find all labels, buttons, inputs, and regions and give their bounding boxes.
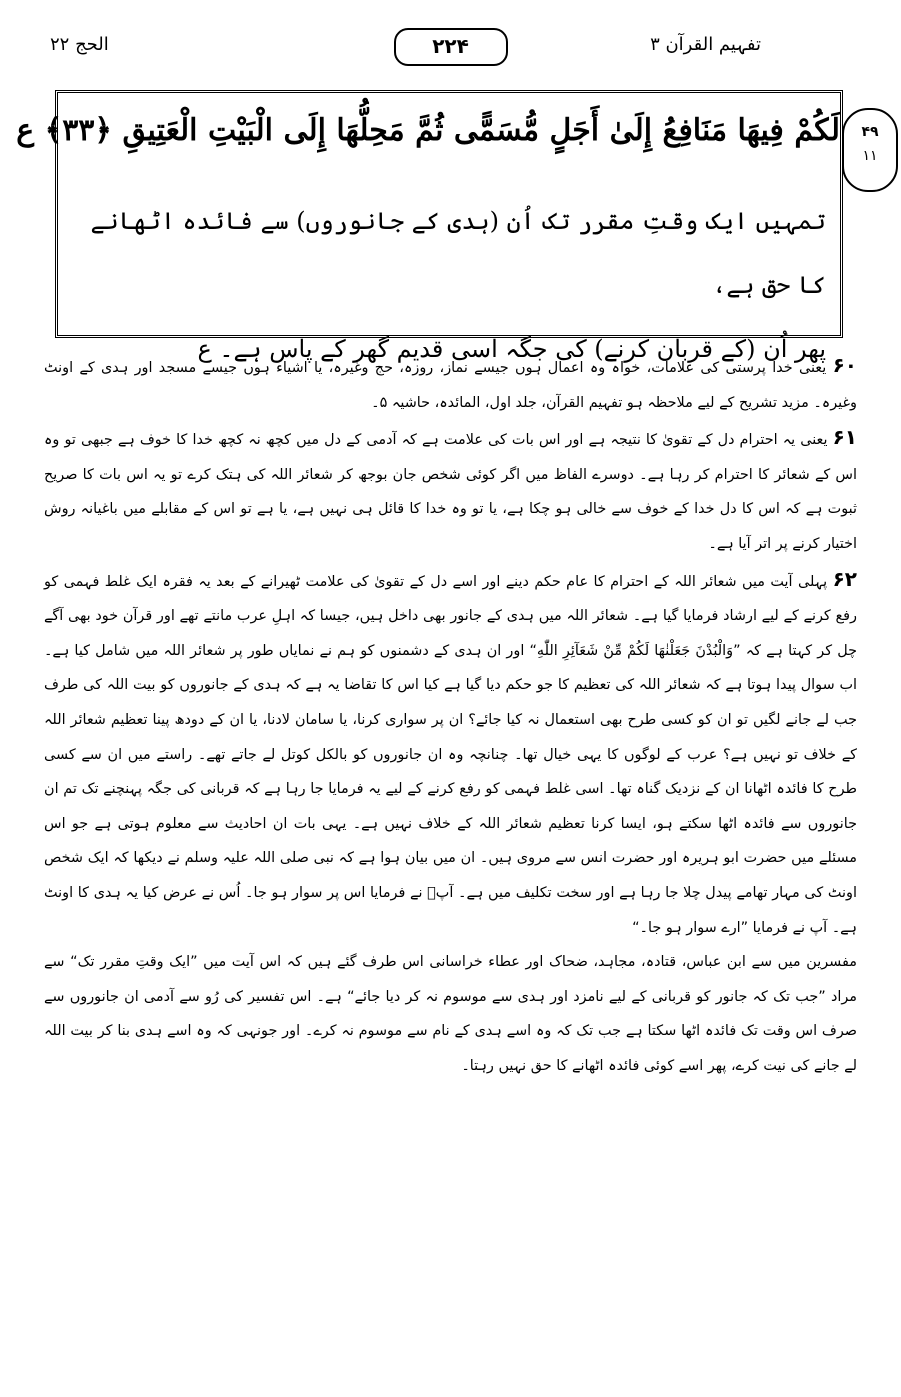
note-text: یعنی خدا پرستی کی علامات، خواہ وہ اعمال ہوں جیسے نماز، روزہ، حج وغیرہ، یا اشیاء ہوں جیسے مسجد اور ہدی کے اونٹ وغیرہ۔ مزید تشریح کے لیے ملاحظہ ہو تفہیم القرآن، جلد اول، المائدہ، حاشیہ ۵۔ bbox=[44, 360, 857, 411]
note-62 bbox=[44, 562, 857, 946]
translation-line-2: پھر اُن (کے قربان کرنے) کی جگہ اسی قدیم گھر کے پاس ہے۔ ع bbox=[197, 335, 826, 363]
ayah-frame bbox=[16, 90, 843, 363]
note-text: یعنی یہ احترام دل کے تقویٰ کا نتیجہ ہے اور اس بات کی علامت ہے کہ آدمی کے دل میں کچھ نہ کچھ خدا کا خوف ہے جبھی تو وہ اس کے شعائر کا احترام کر رہا ہے۔ دوسرے الفاظ میں اگر کوئی شخص جان بوجھ کر شعائر اللہ کی ہتک کرے تو یہ اس بات کا صریح ثبوت ہے کہ اس کا دل خدا کے خوف سے خالی ہو چکا ہے، یا تو وہ خدا کا قائل ہی نہیں ہے، یا ہے تو اس کے مقابلے میں باغیانہ روش اختیار کرنے پر اتر آیا ہے۔ bbox=[44, 432, 857, 552]
book-title: تفہیم القرآن ۳ bbox=[650, 34, 761, 55]
ayah-arabic-text: لَكُمْ فِيهَا مَنَافِعُ إِلَىٰ أَجَلٍ مُّسَمًّى ثُمَّ مَحِلُّهَا إِلَى الْبَيْتِ الْعَتِيقِ ﴿٣٣﴾ ع bbox=[16, 113, 840, 148]
note-62-continued bbox=[44, 945, 857, 1083]
translation-line-1: تمہیں ایک وقتِ مقرر تک اُن (ہدی کے جانوروں) سے فائدہ اٹھانے کا حق ہے، bbox=[90, 207, 826, 299]
ruku-marker-bottom: ۱۱ bbox=[862, 148, 878, 164]
surah-reference: الحج ۲۲ bbox=[50, 34, 109, 55]
commentary-notes bbox=[44, 348, 857, 1083]
ruku-marker-top: ۴۹ bbox=[861, 124, 879, 140]
note-60 bbox=[44, 348, 857, 420]
page-header bbox=[40, 28, 861, 62]
note-text: پہلی آیت میں شعائر اللہ کے احترام کا عام حکم دینے اور اسے دل کے تقویٰ کی علامت ٹھیرانے کے بعد یہ فقرہ ایک غلط فہمی کو رفع کرنے کے لیے ارشاد فرمایا گیا ہے۔ شعائر اللہ میں ہدی کے جانور بھی داخل ہیں، جیسا کہ اہلِ عرب مانتے تھے اور قرآن خود بھی آگے چل کر کہتا ہے کہ ”وَالْبُدْنَ جَعَلْنٰهَا لَكُمْ مِّنْ شَعَآئِرِ اللّٰهِ“ اور ان ہدی کے دشمنوں کو ہم نے نمایاں طور پر شعائر اللہ میں شامل کیا ہے۔ اب سوال پیدا ہوتا ہے کہ شعائر اللہ کی تعظیم کا جو حکم دیا گیا ہے کیا اس کا تقاضا یہ ہے کہ ہدی کے جانوروں کو بیت اللہ کی طرف جب لے جانے لگیں تو ان کو کسی طرح بھی استعمال نہ کیا جائے؟ ان پر سواری کرنا، یا سامان لادنا، یا ان کے دودھ پینا تعظیم شعائر اللہ کے خلاف تو نہیں ہے؟ عرب کے لوگوں کا یہی خیال تھا۔ چنانچہ وہ ان جانوروں کو بالکل کوتل لے جاتے تھے۔ راستے میں ان سے کسی طرح کا فائدہ اٹھانا ان کے نزدیک گناہ تھا۔ اسی غلط فہمی کو رفع کرنے کے لیے یہ فرمایا جا رہا ہے کہ قربانی کی جگہ پہنچنے تک تم ان جانوروں سے فائدہ اٹھا سکتے ہو، ایسا کرنا تعظیم شعائر اللہ کے خلاف نہیں ہے۔ یہی بات ان احادیث سے معلوم ہوتی ہے جو اس مسئلے میں حضرت ابو ہریرہ اور حضرت انس سے مروی ہیں۔ ان میں بیان ہوا ہے کہ نبی صلی اللہ علیہ وسلم نے دیکھا کہ ایک شخص اونٹ کی مہار تھامے پیدل چلا جا رہا ہے اور سخت تکلیف میں ہے۔ آپؐ نے فرمایا اس پر سوار ہو جا۔ اُس نے عرض کیا یہ ہدی کا اونٹ ہے۔ آپ نے فرمایا ”ارے سوار ہو جا۔“ bbox=[44, 573, 857, 936]
ruku-marker bbox=[842, 108, 898, 192]
note-61 bbox=[44, 420, 857, 561]
note-number: ۶۰ bbox=[832, 353, 858, 377]
note-number: ۶۱ bbox=[832, 425, 858, 450]
note-number: ۶۲ bbox=[832, 566, 858, 591]
note-text: مفسرین میں سے ابن عباس، قتادہ، مجاہد، ضحاک اور عطاء خراسانی اس طرف گئے ہیں کہ اس آیت میں ”ایک وقتِ مقرر تک“ سے مراد ”جب تک کہ جانور کو قربانی کے لیے نامزد اور ہدی سے موسوم نہ کر دیا جائے“ ہے۔ اس تفسیر کی رُو سے آدمی ان جانوروں سے صرف اس وقت تک فائدہ اٹھا سکتا ہے جب تک کہ وہ اسے ہدی کے نام سے موسوم نہ کرے۔ اور جونہی کہ وہ اسے ہدی بنا کر بیت اللہ لے جانے کی نیت کرے، پھر اسے کوئی فائدہ اٹھانے کا حق نہیں رہتا۔ bbox=[44, 954, 857, 1074]
page-number: ۲۲۴ bbox=[394, 28, 508, 66]
